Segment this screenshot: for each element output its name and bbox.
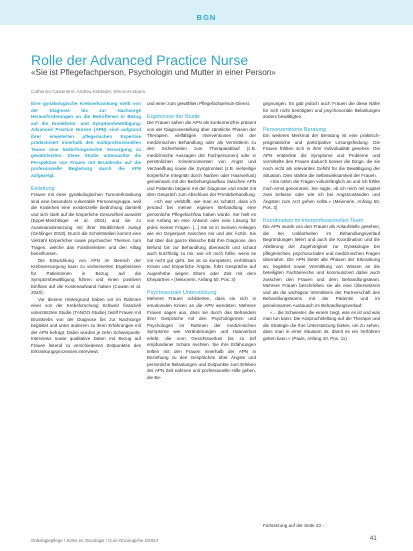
column-3: [263, 101, 380, 342]
heading-koordination: Koordination im interprofessionellen Team: [263, 217, 364, 224]
paragraph: gegnungen. Es gab jedoch auch Frauen die diese Nähe für sich nicht benötigten und psychosoziale Belastungen anders bewältigten.: [263, 101, 380, 120]
paragraph: Mehrere Frauen schilderten, dass sie sich in emotionalen Krisen an die APN wendeten. Mehrere Frauen sagen aus, dass sie durch das Behandeln ihrer Gespräche mit den Psychologinnen und Psychologen im Rahmen der medizinischen Symptome wie Veränderungen und Haarverlust erlebt, die vom Gesichtsverlust bis zu tief empfundener Scham reichten. Sie ihre Erfahrungen teilten mit den Frauen innerhalb der APN in Beziehung zu den Gesprächen über Ängste und persönliche Belastungen und Zeitpunkte zum Erleben der APN Zeit nahmen und professionelle Hilfe geben, die Be-: [147, 296, 256, 380]
paragraph: Die Frauen sahen die APN als konkurrenzfrei präsent von der Diagnosestellung über sämtliche Phasen der Therapien, vielfältigen Interventionen mit der medizinischen Behandlung oder als Vermittlerin zu den Sicherheiten zum Therapieablauf (z.B. medizinische Aussagen der Fachpersonen) oder in persönlichen Krisenmomenten von Angst und Verzweiflung sowie die Symptomlast (z.B. vielseitige körperliche Integrität durch Narben oder Haarverlust) gemeinsam mit der Beziehungsaufbau zwischen APN und Patientin begann mit der Diagnose und endet mit dem Gespräch zum Abschluss der Primärbehandlung.: [147, 120, 256, 198]
paragraph: Die APN wurde von den Frauen als Anlaufstelle gesehen, die bei Unklarheiten im Behandlungsverlauf Begründungen liefert und auch die Koordination und die Abklärung der Zugehörigkeit zur Gynäkologie bei pflegerischen, psychosozialen und medizinischen Fragen übernahm. Die APN bietet alle Phasen der Erkrankung an, begleitet sowie Vermittlung von Wissen an die beteiligten Fachbereiche und kommuniziert dabei auch zwischen den Frauen und dem Behandlungsteam. Mehrere Frauen beschrieben sie als eine Übersetzerin und als die wichtigste Vermittlerin der Partnerschaft des Behandlungsteams mit der Patientin und im gemeinsamen Austausch im Behandlungsverlauf:: [263, 224, 380, 308]
column-1: [31, 101, 141, 356]
journal-footer: Onkologiepflege / Soins en Oncologie / Cure Oncologiche 2/2024: [31, 538, 158, 543]
heading-beratung: Personzentrierte Beratung: [263, 126, 326, 133]
heading-ergebnisse: Ergebnisse der Studie: [147, 113, 201, 120]
quote: «Ich war verblüfft, wie man es schätzt, dass ich jemand bei meiner eigenen Behandlung eine persönliche Pflegefachfrau haben würde. Sie hielt es von Anfang an eine Antwort oder eine Lösung für jedes meiner Fragen. [...] Sie ist in meinem Anliegen wie ein Gegenpart zwischen mir und der Ärztin. Sie hat über das ganze klinische Bild Ihre Diagnose, den Befund bis zur Behandlung überwacht und schaut auch kurzfristig zu mir, wie ich mich fühle, wenn es mir nicht gut geht. Sie ist so kompetent, einfühlsam Krisen und körperliche Ängste, führt Gespräche auf Augenhöhe wegen Eltern oder Zeit mit dem Ehepartner.» (Meixnerin, Anfang 50, Pos. 3): [147, 198, 256, 283]
heading-einleitung: Einleitung: [31, 185, 55, 192]
quote: «Sie nahm die Fragen vollumfänglich an und ich fühlte mich ernst genommen. Sie sagte, ob ich mich mit Kapitel zwei befasse oder wie ich bei Angstzuständen und Ängsten zum Arzt gehen sollte.» (Meixnerin, Anfang 50, Pos. 3): [263, 179, 380, 211]
paragraph: Vor diesem Hintergrund haben wir im Rahmen einer von der Krebsforschung Schweiz finanziell unterstützten Studie (TANGO-Studie) zwölf Frauen mit Brustkrebs von der Diagnose bis zur Nachsorge begleitet und unter anderem zu ihren Erfahrungen mit der APN befragt. Dabei wurden je zehn Schwerpunkt-Interviews sowie qualitative Daten mit Bezug auf Frauen leitend zu verschiedenen Zeitpunkten des Erkrankungsprozesses interviewt.: [31, 296, 141, 355]
column-2: [147, 101, 256, 382]
heading-psychosozial: Psychosoziale Unterstützung: [147, 289, 217, 296]
paragraph: Ein weiteres Merkmal der Beratung ist eine praktisch-pragmatische und partizipative Lösungsfindung. Die Frauen fühlten sich in ihrer Individualität gesehen. Die APN entdeckte die Symptome und Probleme und vermittelte den Frauen dadurch besser die Dinge, die sie noch nicht als relevantes Gefühl für die Bewältigung der Situation. Dies stärkte die Selbstwirksamkeit der Frauen.: [263, 133, 380, 178]
abstract: Eine gynäkologische Krebserkrankung stellt von der Diagnose bis zur Nachsorge Herausforderungen an die Betroffenen in Bezug auf die Krankheits- und Symptombewältigung. Advanced Practice Nurses (APN) sind aufgrund ihrer erweiterten pflegerischen Expertise prädestiniert innerhalb des multiprofessionellen Teams eine bedürfnisgerechte Versorgung zu gewährleisten. Diese Studie untersuchte die Perspektive von Frauen mit Brustkrebs auf die professionelle Begleitung durch die APN aufgezeigt.: [31, 101, 141, 179]
article-authors: Catherine Casamenn, Andrea Kobleder, Eleonore Baum: [31, 89, 146, 94]
article-title: Rolle der Advanced Practice Nurse: [31, 52, 249, 68]
paragraph: und einer zum gewählten Pflegefachperson-Dienst.: [147, 101, 251, 106]
paragraph: Die Entwicklung von APN im Bereich der Krebsversorgung kann zu verbesserten Ergebnissen für Patientinnen in Bezug auf die Symptombewältigung führen und einen positiven Einfluss auf die Kostenaufwand haben (Cowan et al. 2020).: [31, 257, 141, 296]
section-tag: BGN: [196, 13, 217, 22]
continued-note: Fortsetzung auf der Seite 43 ›: [263, 523, 324, 528]
article-subtitle: «Sie ist Pflegefachperson, Psychologin und Mutter in einer Person»: [31, 68, 276, 77]
quote: «... die Schwester, die einem zeigt, was es ist und was man tun kann. Die Anspruchstellung auf die Therapie und die Strategie die Ihre Unterstützung bieten, um zu sehen, dass man in einer Situation ist, damit es ein Verfahren geben kann.» (Pauls, Anfang 40, Pos. 11): [263, 309, 380, 341]
page-number: 41: [370, 536, 377, 542]
paragraph: Frauen mit einer gynäkologischen Tumorerkrankung sind eine besonders vulnerable Personengruppe, weil die Krankheit eine existenzielle Bedrohung darstellt und sich stark auf die körperliche Gesundheit auswirkt (Eppel-Meichlinger et al. 2024) und sie zu Auseinandersetzung mit ihrer Weiblichkeit zwingt (Gehlinger 2019). Durch die Schnittstellen kommt eine Vielzahl körperlicher sowie psychischer Themen zum Tragen, welche das Familienleben und den Alltag beeinflussen.: [31, 192, 141, 257]
